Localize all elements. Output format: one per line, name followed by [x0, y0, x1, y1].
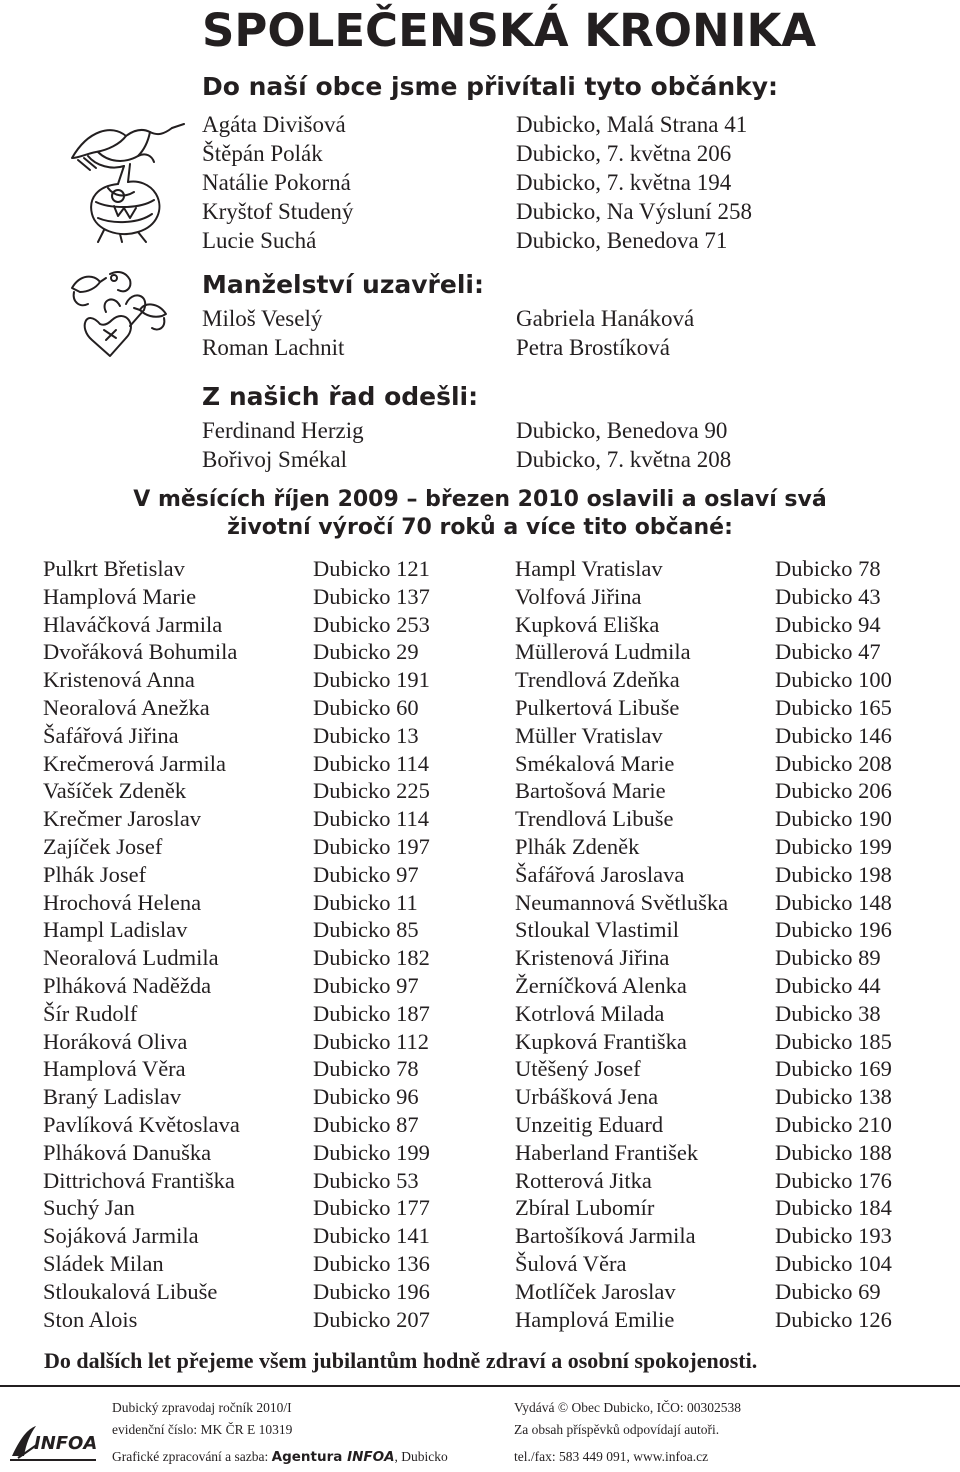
entry-address: Dubicko 96 — [313, 1084, 419, 1110]
entry-address: Dubicko 104 — [775, 1251, 892, 1276]
entry-name: Unzeitig Eduard — [515, 1112, 664, 1137]
entry-name: Volfová Jiřina — [515, 583, 642, 609]
entry-address: Dubicko 87 — [313, 1112, 419, 1137]
entry-name: Neoralová Anežka — [43, 695, 210, 720]
entry-name: Smékalová Marie — [515, 750, 675, 776]
entry-address: Dubicko 253 — [313, 611, 430, 637]
entry-name: Zajíček Josef — [43, 834, 163, 859]
entry-address: Dubicko 169 — [775, 1056, 892, 1082]
entry-name: Rotterová Jitka — [515, 1167, 652, 1193]
entry-address: Dubicko 198 — [775, 861, 892, 887]
births-heading: Do naší obce jsme přivítali tyto občánky: — [202, 72, 779, 101]
entry-name: Motlíček Jaroslav — [515, 1278, 676, 1304]
entry-name: Hrochová Helena — [43, 889, 202, 915]
entry-name: Plháková Naděžda — [43, 973, 212, 998]
entry-name: Stloukal Vlastimil — [515, 917, 679, 943]
entry-name: Utěšený Josef — [515, 1056, 641, 1082]
entry-name: Šír Rudolf — [43, 1000, 138, 1026]
marriages-heading: Manželství uzavřeli: — [202, 270, 484, 299]
entry-name: Roman Lachnit — [202, 335, 345, 360]
footer-credits-suffix: , Dubicko — [394, 1449, 448, 1464]
entry-address: Dubicko 187 — [313, 1000, 430, 1026]
entry-name: Sládek Milan — [43, 1251, 164, 1276]
entry-name: Ston Alois — [43, 1306, 138, 1332]
entry-name: Sojáková Jarmila — [43, 1223, 199, 1249]
entry-address: Dubicko 199 — [775, 834, 892, 859]
entry-address: Dubicko 114 — [313, 806, 430, 832]
entry-address: Dubicko 114 — [313, 750, 430, 776]
entry-name: Plháková Danuška — [43, 1139, 212, 1165]
entry-address: Dubicko 13 — [313, 722, 419, 748]
entry-name: Dittrichová Františka — [43, 1167, 235, 1193]
entry-address: Gabriela Hanáková — [516, 306, 695, 331]
entry-address: Dubicko, Malá Strana 41 — [516, 112, 748, 137]
entry-address: Dubicko, 7. května 208 — [516, 447, 732, 472]
entry-name: Ferdinand Herzig — [202, 418, 364, 443]
entry-name: Bartošová Marie — [515, 778, 666, 804]
entry-name: Pavlíková Květoslava — [43, 1112, 240, 1137]
entry-address: Dubicko 196 — [313, 1278, 430, 1304]
entry-address: Dubicko 190 — [775, 806, 892, 832]
entry-address: Dubicko 210 — [775, 1112, 892, 1137]
entry-name: Hlaváčková Jarmila — [43, 611, 223, 637]
entry-name: Müller Vratislav — [515, 722, 663, 748]
entry-address: Dubicko 11 — [313, 889, 418, 915]
entry-address: Dubicko 43 — [775, 583, 881, 609]
jubilees-heading-line-2: životní výročí 70 roků a více tito občané: — [227, 515, 733, 540]
footer-divider — [0, 1385, 960, 1387]
deaths-heading: Z našich řad odešli: — [202, 382, 479, 411]
entry-address: Dubicko 78 — [775, 556, 881, 581]
entry-address: Dubicko 193 — [775, 1223, 892, 1249]
entry-name: Trendlová Libuše — [515, 806, 674, 832]
entry-address: Dubicko 53 — [313, 1167, 419, 1193]
entry-name: Kryštof Studený — [202, 199, 354, 224]
entry-name: Haberland František — [515, 1139, 699, 1165]
entry-name: Bořivoj Smékal — [202, 447, 348, 472]
entry-name: Kupková Eliška — [515, 611, 660, 637]
entry-address: Dubicko 176 — [775, 1167, 892, 1193]
entry-name: Plhák Zdeněk — [515, 834, 640, 859]
entry-name: Kristenová Anna — [43, 667, 195, 693]
entry-name: Krečmer Jaroslav — [43, 806, 202, 832]
entry-address: Dubicko 69 — [775, 1278, 881, 1304]
footer-credits-brand: INFOA — [347, 1449, 395, 1465]
entry-name: Pulkrt Břetislav — [43, 556, 185, 581]
entry-address: Dubicko 184 — [775, 1195, 892, 1221]
entry-address: Dubicko 94 — [775, 611, 881, 637]
entry-name: Pulkertová Libuše — [515, 695, 680, 720]
entry-name: Štěpán Polák — [202, 141, 323, 166]
entry-name: Hampl Vratislav — [515, 556, 663, 581]
infoa-logo-text: INFOA — [34, 1433, 98, 1454]
entry-name: Kotrlová Milada — [515, 1000, 665, 1026]
footer-disclaimer: Za obsah příspěvků odpovídají autoři. — [514, 1422, 720, 1437]
entry-address: Dubicko 126 — [775, 1306, 892, 1332]
entry-address: Dubicko 188 — [775, 1139, 892, 1165]
entry-address: Dubicko 89 — [775, 945, 881, 971]
entry-address: Dubicko 121 — [313, 556, 430, 581]
entry-address: Dubicko 85 — [313, 917, 419, 943]
entry-name: Kupková Františka — [515, 1028, 687, 1054]
entry-address: Dubicko 78 — [313, 1056, 419, 1082]
entry-address: Dubicko 191 — [313, 667, 430, 693]
entry-name: Šafářová Jiřina — [43, 722, 179, 748]
stork-with-baby-icon — [68, 122, 186, 244]
entry-name: Natálie Pokorná — [202, 170, 351, 195]
footer-publisher: Vydává © Obec Dubicko, IČO: 00302538 — [514, 1400, 741, 1415]
entry-name: Neoralová Ludmila — [43, 945, 219, 971]
entry-address: Dubicko 185 — [775, 1028, 892, 1054]
entry-name: Krečmerová Jarmila — [43, 750, 227, 776]
entry-name: Hamplová Věra — [43, 1056, 186, 1082]
entry-address: Dubicko 100 — [775, 667, 892, 693]
entry-address: Dubicko 225 — [313, 778, 430, 804]
entry-name: Horáková Oliva — [43, 1028, 188, 1054]
entry-name: Braný Ladislav — [43, 1084, 182, 1110]
entry-address: Dubicko, Na Výsluní 258 — [516, 199, 752, 224]
closing-wish: Do dalších let přejeme všem jubilantům hodně zdraví a osobní spokojenosti. — [44, 1348, 758, 1373]
entry-address: Dubicko 199 — [313, 1139, 430, 1165]
entry-address: Dubicko 182 — [313, 945, 430, 971]
entry-name: Hamplová Emilie — [515, 1306, 675, 1332]
footer-credits — [112, 1449, 448, 1465]
entry-address: Dubicko 165 — [775, 695, 892, 720]
entry-address: Dubicko 196 — [775, 917, 892, 943]
entry-address: Dubicko 206 — [775, 778, 892, 804]
entry-address: Dubicko 197 — [313, 834, 430, 859]
entry-address: Dubicko 60 — [313, 695, 419, 720]
entry-name: Žerníčková Alenka — [515, 973, 687, 998]
entry-address: Dubicko 44 — [775, 973, 881, 998]
entry-name: Šafářová Jaroslava — [515, 861, 685, 887]
footer-issue: Dubický zpravodaj ročník 2010/I — [112, 1400, 292, 1415]
entry-address: Dubicko, 7. května 194 — [516, 170, 732, 195]
entry-address: Dubicko 207 — [313, 1306, 430, 1332]
entry-address: Dubicko 208 — [775, 750, 892, 776]
entry-name: Trendlová Zdeňka — [515, 667, 680, 693]
entry-name: Neumannová Světluška — [515, 889, 729, 915]
entry-address: Dubicko 146 — [775, 722, 892, 748]
entry-name: Hamplová Marie — [43, 583, 197, 609]
wedding-hearts-doves-icon — [70, 268, 168, 362]
entry-name: Lucie Suchá — [202, 228, 317, 253]
entry-name: Kristenová Jiřina — [515, 945, 670, 971]
entry-address: Dubicko 38 — [775, 1000, 881, 1026]
entry-address: Dubicko 137 — [313, 583, 430, 609]
entry-address: Dubicko 136 — [313, 1251, 430, 1276]
entry-name: Hampl Ladislav — [43, 917, 188, 943]
footer-registration: evidenční číslo: MK ČR E 10319 — [112, 1422, 293, 1437]
entry-address: Dubicko 29 — [313, 639, 419, 665]
entry-address: Petra Brostíková — [516, 335, 670, 360]
entry-name: Müllerová Ludmila — [515, 639, 691, 665]
entry-name: Urbášková Jena — [515, 1084, 659, 1110]
entry-name: Zbíral Lubomír — [515, 1195, 655, 1221]
entry-address: Dubicko 97 — [313, 861, 419, 887]
entry-address: Dubicko 112 — [313, 1028, 430, 1054]
jubilees-heading-line-1: V měsících říjen 2009 – březen 2010 oslavili a oslaví svá — [133, 487, 827, 512]
entry-name: Stloukalová Libuše — [43, 1278, 218, 1304]
entry-address: Dubicko 148 — [775, 889, 892, 915]
entry-name: Dvořáková Bohumila — [43, 639, 238, 665]
entry-address: Dubicko 141 — [313, 1223, 430, 1249]
entry-name: Miloš Veselý — [202, 306, 323, 331]
footer-credits-agency: Agentura — [271, 1449, 348, 1465]
entry-address: Dubicko 97 — [313, 973, 419, 998]
footer-credits-prefix: Grafické zpracování a sazba: — [112, 1449, 272, 1464]
entry-name: Agáta Divišová — [202, 112, 346, 137]
entry-name: Plhák Josef — [43, 861, 147, 887]
entry-address: Dubicko, 7. května 206 — [516, 141, 732, 166]
page-title: SPOLEČENSKÁ KRONIKA — [202, 4, 817, 57]
entry-name: Šulová Věra — [515, 1251, 627, 1276]
entry-address: Dubicko, Benedova 71 — [516, 228, 728, 253]
footer-contact: tel./fax: 583 449 091, www.infoa.cz — [514, 1449, 709, 1464]
entry-address: Dubicko 138 — [775, 1084, 892, 1110]
entry-name: Suchý Jan — [43, 1195, 135, 1221]
entry-address: Dubicko 47 — [775, 639, 881, 665]
entry-address: Dubicko, Benedova 90 — [516, 418, 728, 443]
entry-name: Bartošíková Jarmila — [515, 1223, 696, 1249]
entry-name: Vašíček Zdeněk — [43, 778, 187, 804]
entry-address: Dubicko 177 — [313, 1195, 430, 1221]
